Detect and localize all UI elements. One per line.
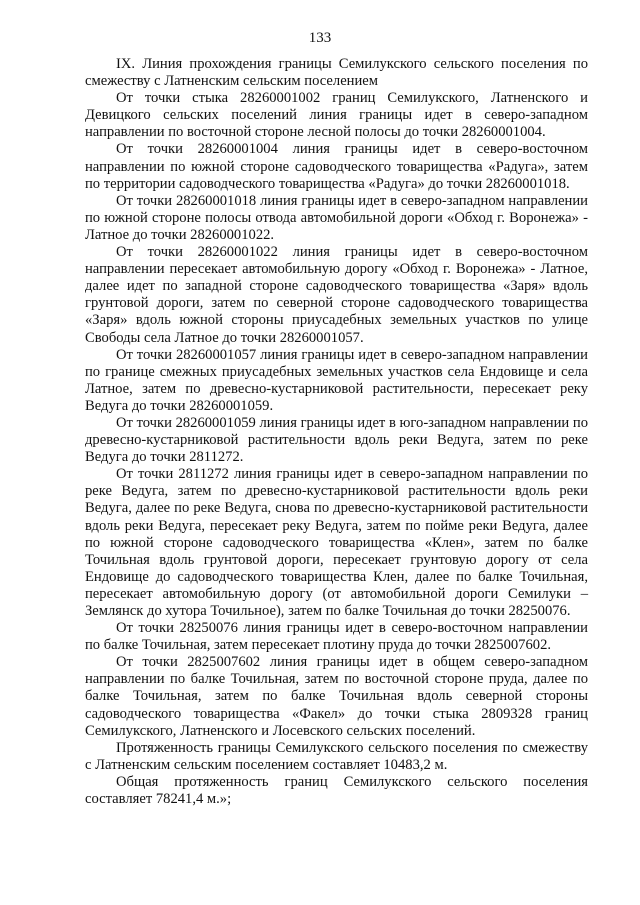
paragraph: От точки 2825007602 линия границы идет в общем северо-западном направлении по балке Точильная, затем по восточной стороне пруда, далее по балке Точильная, затем по балке Точильная вдоль северной стороны садоводческого товарищества «Факел» до точки стыка 2809328 границ Семилукского, Латненского и Лосевского сельских поселений. bbox=[85, 654, 588, 739]
paragraph: От точки стыка 28260001002 границ Семилукского, Латненского и Девицкого сельских поселений линия границы идет в северо-западном направлении по восточной стороне лесной полосы до точки 28260001004. bbox=[85, 90, 588, 141]
paragraph: От точки 28260001059 линия границы идет в юго-западном направлении по древесно-кустарниковой растительности вдоль реки Ведуга, затем по реке Ведуга до точки 2811272. bbox=[85, 414, 588, 466]
paragraph: От точки 2811272 линия границы идет в северо-западном направлении по реке Ведуга, затем по древесно-кустарниковой растительности вдоль реки Ведуга, далее по реке Ведуга, снова по древесно-кустарниковой растительности вдоль реки Ведуга, пересекает реку Ведуга, затем по пойме реки Ведуга, далее по южной стороне садоводческого товарищества «Клен», затем по балке Точильная вдоль грунтовой дороги, пересекает грунтовую дорогу от села Ендовище до садоводческого товарищества Клен, далее по балке Точильная, пересекает автомобильную дорогу (от автомобильной дороги Семилуки – Землянск до хутора Точильное), затем по балке Точильная до точки 28250076. bbox=[85, 466, 588, 619]
paragraph: Общая протяженность границ Семилукского сельского поселения составляет 78241,4 м.»; bbox=[85, 773, 588, 808]
document-body bbox=[85, 56, 588, 808]
paragraph: От точки 28250076 линия границы идет в северо-восточном направлении по балке Точильная, затем пересекает плотину пруда до точки 2825007602. bbox=[85, 620, 588, 654]
paragraph: От точки 28260001004 линия границы идет в северо-восточном направлении по южной стороне садоводческого товарищества «Радуга», затем по территории садоводческого товарищества «Радуга» до точки 28260001018. bbox=[85, 141, 588, 192]
paragraph: Протяженность границы Семилукского сельского поселения по смежеству с Латненским сельским поселением составляет 10483,2 м. bbox=[85, 739, 588, 773]
paragraph: От точки 28260001022 линия границы идет в северо-восточном направлении пересекает автомобильную дорогу «Обход г. Воронежа» - Латное, далее идет по западной стороне садоводческого товарищества «Заря» вдоль грунтовой дороги, затем по северной стороне садоводческого товарищества «Заря» вдоль южной стороны приусадебных земельных участков по улице Свободы села Латное до точки 28260001057. bbox=[85, 244, 588, 346]
section-heading: IX. Линия прохождения границы Семилукского сельского поселения по смежеству с Латненским сельским поселением bbox=[85, 56, 588, 90]
paragraph: От точки 28260001018 линия границы идет в северо-западном направлении по южной стороне полосы отвода автомобильной дороги «Обход г. Воронежа» - Латное до точки 28260001022. bbox=[85, 192, 588, 243]
page-number: 133 bbox=[308, 30, 332, 46]
paragraph: От точки 28260001057 линия границы идет в северо-западном направлении по границе смежных приусадебных земельных участков села Ендовище и села Латное, затем по древесно-кустарниковой растительности, пересекает реку Ведуга до точки 28260001059. bbox=[85, 346, 588, 414]
